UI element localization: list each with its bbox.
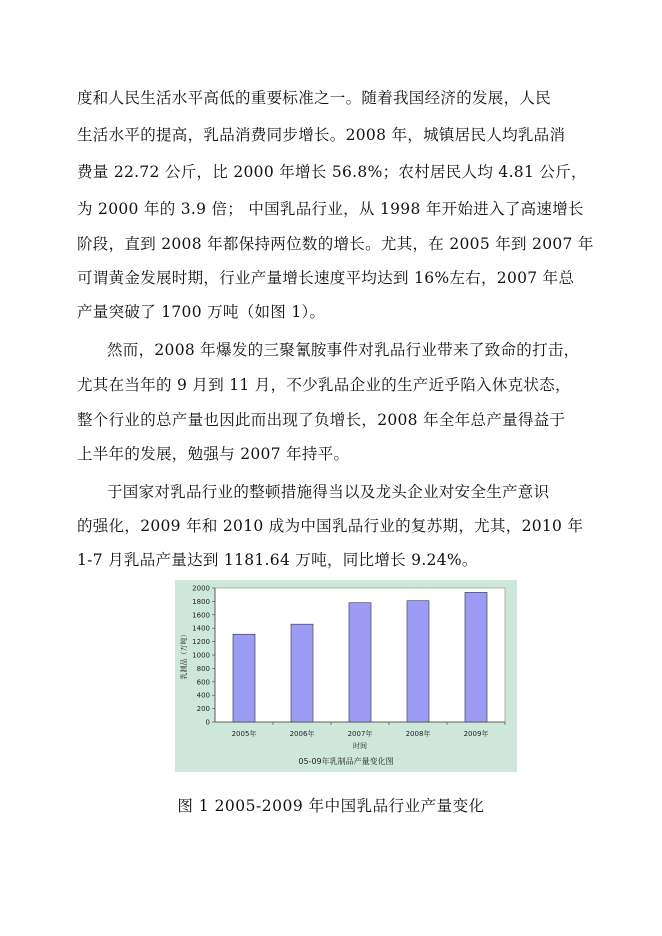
- y-tick-label: 1400: [192, 624, 210, 633]
- x-tick-label: 2006年: [289, 730, 315, 738]
- text-line: 生活水平的提高，乳品消费同步增长。2008 年，城镇居民人均乳品消: [77, 126, 566, 144]
- text-line: 整个行业的总产量也因此而出现了负增长，2008 年全年总产量得益于: [77, 411, 566, 429]
- x-tick-label: 2008年: [405, 730, 431, 738]
- y-tick-label: 0: [205, 718, 210, 727]
- text-line: 阶段，直到 2008 年都保持两位数的增长。尤其，在 2005 年到 2007 年: [77, 235, 594, 253]
- y-tick-label: 1800: [192, 597, 210, 606]
- text-line: 费量 22.72 公斤，比 2000 年增长 56.8%；农村居民人均 4.81 公斤，: [77, 163, 587, 181]
- y-tick-label: 1000: [192, 651, 210, 660]
- x-tick-label: 2009年: [463, 730, 489, 738]
- text-line: 上半年的发展，勉强与 2007 年持平。: [77, 445, 350, 463]
- y-tick-label: 1600: [192, 611, 210, 620]
- x-tick-label: 2007年: [347, 730, 373, 738]
- text-line: 然而，2008 年爆发的三聚氰胺事件对乳品行业带来了致命的打击，: [107, 341, 580, 359]
- text-line: 尤其在当年的 9 月到 11 月，不少乳品企业的生产近乎陷入休克状态，: [77, 376, 571, 394]
- figure-caption: 图 1 2005-2009 年中国乳品行业产量变化: [177, 797, 485, 815]
- text-line: 于国家对乳品行业的整顿措施得当以及龙头企业对安全生产意识: [107, 483, 550, 501]
- y-tick-label: 1200: [192, 638, 210, 647]
- x-axis-label: 时间: [353, 742, 367, 750]
- chart-figure: [175, 580, 517, 772]
- bar: [233, 634, 255, 722]
- bar-chart: [175, 580, 517, 772]
- chart-title: 05-09年乳制品产量变化图: [298, 757, 394, 766]
- y-axis-label: 乳制品（万吨）: [180, 630, 188, 680]
- text-line: 产量突破了 1700 万吨（如图 1）。: [77, 303, 326, 321]
- y-tick-label: 400: [196, 691, 210, 700]
- y-tick-label: 800: [196, 664, 210, 673]
- text-line: 度和人民生活水平高低的重要标准之一。随着我国经济的发展，人民: [77, 89, 552, 107]
- text-line: 为 2000 年的 3.9 倍； 中国乳品行业，从 1998 年开始进入了高速增长: [77, 200, 584, 218]
- y-tick-label: 2000: [192, 584, 210, 593]
- text-line: 可谓黄金发展时期，行业产量增长速度平均达到 16%左右，2007 年总: [77, 269, 575, 287]
- text-line: 1-7 月乳品产量达到 1181.64 万吨，同比增长 9.24%。: [77, 551, 478, 569]
- bar: [291, 624, 313, 722]
- bar: [349, 603, 371, 722]
- x-tick-label: 2005年: [231, 730, 257, 738]
- y-tick-label: 600: [196, 678, 210, 687]
- text-line: 的强化，2009 年和 2010 成为中国乳品行业的复苏期，尤其，2010 年: [77, 517, 584, 535]
- bar: [465, 592, 487, 722]
- bar: [407, 601, 429, 722]
- y-tick-label: 200: [196, 705, 210, 714]
